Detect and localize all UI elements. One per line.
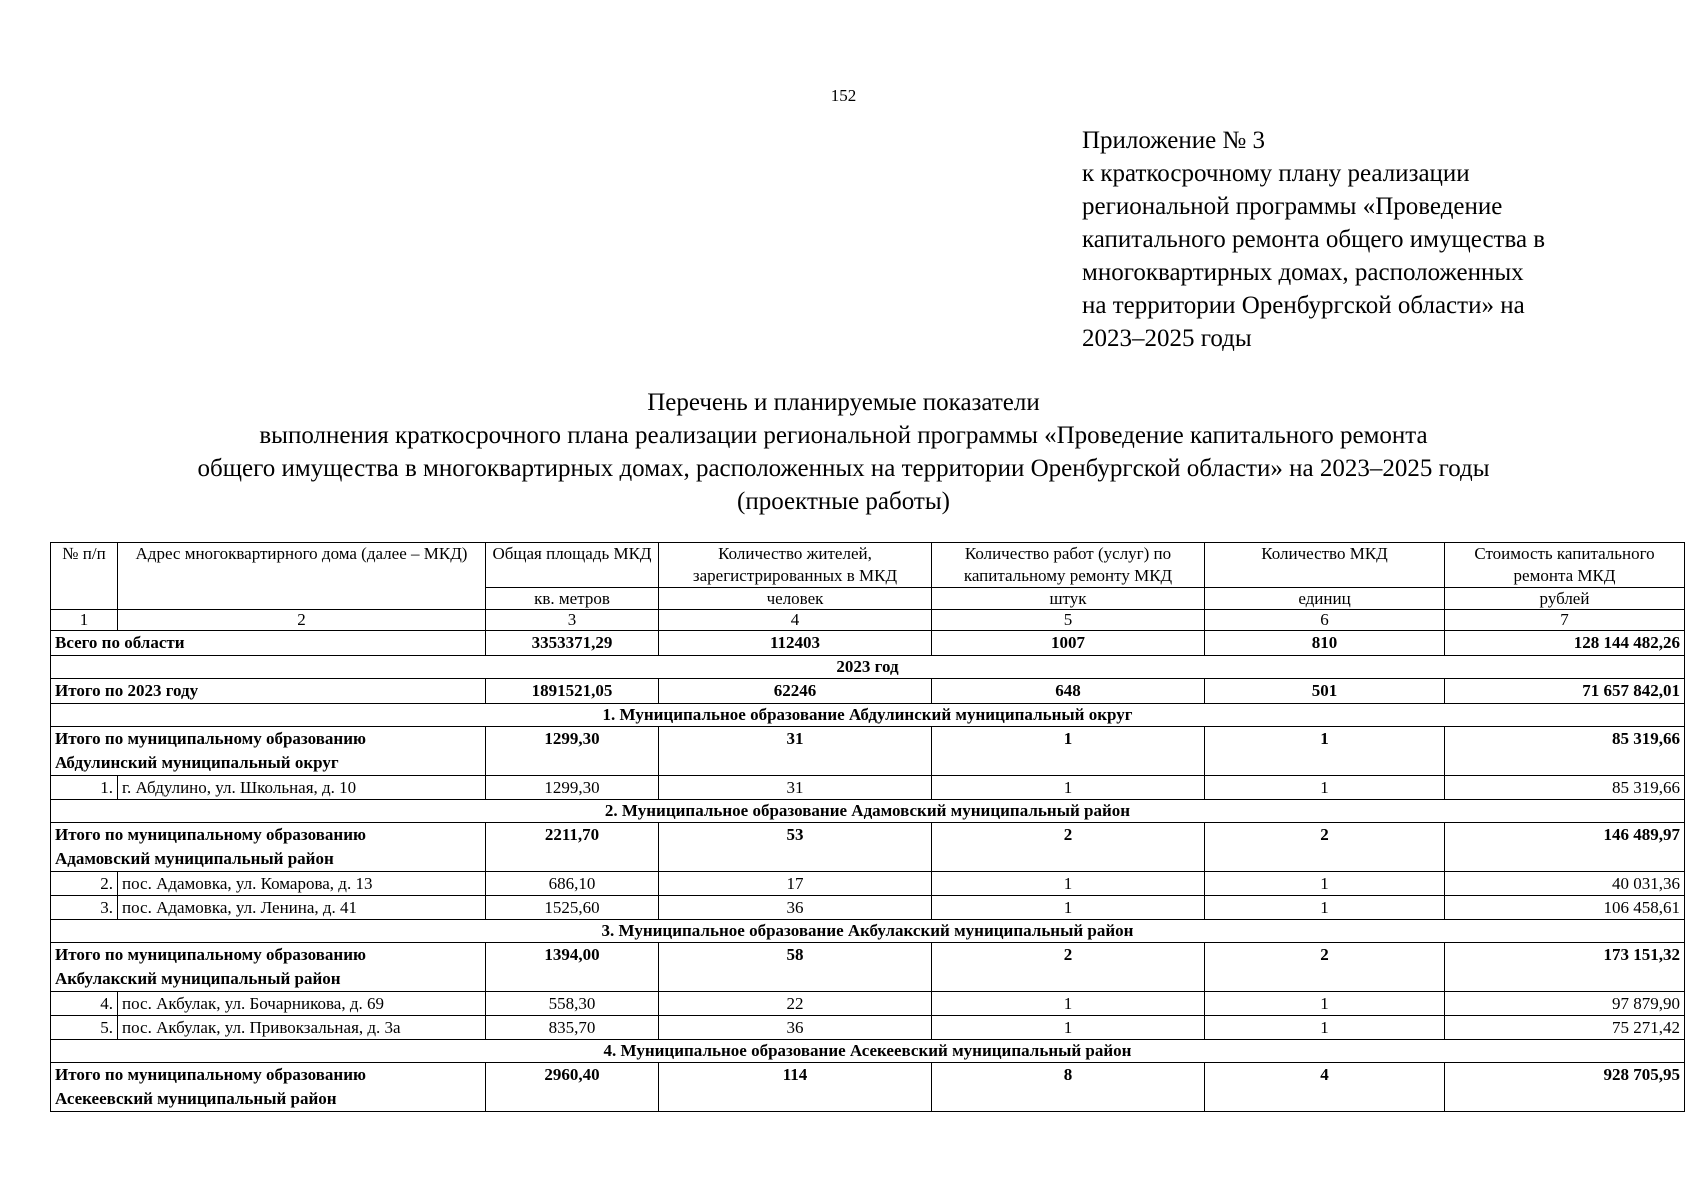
section-total-works: 2 [932,823,1205,872]
appendix-line: 2023–2025 годы [1082,325,1252,352]
section-total-residents: 58 [659,943,932,992]
row-count: 1 [1205,896,1445,920]
section-total-label-line: Итого по муниципальному образованию [55,729,366,748]
row-works: 1 [932,872,1205,896]
section-heading-row [51,800,1685,823]
header-address: Адрес многоквартирного дома (далее – МКД) [118,543,486,610]
section-total-label-line: Итого по муниципальному образованию [55,1065,366,1084]
unit-count: единиц [1205,588,1445,610]
table-row [51,776,1685,800]
section-total-row [51,943,1685,992]
grand-total-residents: 112403 [659,631,932,656]
section-title: 2. Муниципальное образование Адамовский муниципальный район [51,800,1685,823]
row-area: 835,70 [486,1016,659,1040]
row-address: пос. Акбулак, ул. Привокзальная, д. 3а [118,1016,486,1040]
row-address: пос. Адамовка, ул. Комарова, д. 13 [118,872,486,896]
header-cost: Стоимость капитального ремонта МКД [1445,543,1685,588]
unit-works: штук [932,588,1205,610]
section-title: 1. Муниципальное образование Абдулинский муниципальный округ [51,704,1685,727]
row-residents: 31 [659,776,932,800]
unit-residents: человек [659,588,932,610]
year-row [51,656,1685,679]
title-line: выполнения краткосрочного плана реализации региональной программы «Проведение капитального ремонта [259,422,1428,449]
row-cost: 85 319,66 [1445,776,1685,800]
row-area: 686,10 [486,872,659,896]
title-line: общего имущества в многоквартирных домах, расположенных на территории Оренбургской области» на 2023–2025 годы [197,455,1490,482]
row-works: 1 [932,1016,1205,1040]
row-works: 1 [932,992,1205,1016]
section-total-label-line: Адамовский муниципальный район [55,849,334,868]
section-total-row [51,1063,1685,1112]
header-works: Количество работ (услуг) по капитальному ремонту МКД [932,543,1205,588]
section-total-works: 1 [932,727,1205,776]
section-title: 4. Муниципальное образование Асекеевский муниципальный район [51,1040,1685,1063]
column-numbers-row [51,610,1685,631]
section-total-works: 8 [932,1063,1205,1112]
row-cost: 75 271,42 [1445,1016,1685,1040]
section-total-label-line: Итого по муниципальному образованию [55,945,366,964]
row-address: пос. Акбулак, ул. Бочарникова, д. 69 [118,992,486,1016]
column-number: 5 [932,610,1205,631]
section-total-count: 2 [1205,943,1445,992]
section-total-works: 2 [932,943,1205,992]
section-heading-row [51,920,1685,943]
unit-area: кв. метров [486,588,659,610]
year-total-area: 1891521,05 [486,679,659,704]
section-heading-row [51,1040,1685,1063]
section-total-count: 2 [1205,823,1445,872]
section-total-count: 1 [1205,727,1445,776]
section-total-area: 1394,00 [486,943,659,992]
header-num: № п/п [51,543,118,610]
appendix-line: Приложение № 3 [1082,127,1266,154]
section-total-area: 1299,30 [486,727,659,776]
section-total-area: 2960,40 [486,1063,659,1112]
year-total-works: 648 [932,679,1205,704]
column-number: 4 [659,610,932,631]
section-total-label-line: Акбулакский муниципальный район [55,969,341,988]
row-count: 1 [1205,1016,1445,1040]
plan-table [50,542,1685,1112]
table-row [51,896,1685,920]
section-total-residents: 53 [659,823,932,872]
section-total-cost: 928 705,95 [1445,1063,1685,1112]
unit-cost: рублей [1445,588,1685,610]
section-total-label [51,823,486,872]
section-title: 3. Муниципальное образование Акбулакский муниципальный район [51,920,1685,943]
section-total-cost: 146 489,97 [1445,823,1685,872]
row-count: 1 [1205,776,1445,800]
row-address: г. Абдулино, ул. Школьная, д. 10 [118,776,486,800]
row-number: 5. [51,1016,118,1040]
column-number: 2 [118,610,486,631]
year-total-label: Итого по 2023 году [51,679,486,704]
grand-total-label: Всего по области [51,631,486,656]
section-total-cost: 85 319,66 [1445,727,1685,776]
section-total-label-line: Итого по муниципальному образованию [55,825,366,844]
document-title [0,386,1687,518]
header-row [51,543,1685,588]
row-count: 1 [1205,992,1445,1016]
grand-total-works: 1007 [932,631,1205,656]
row-area: 1525,60 [486,896,659,920]
header-count: Количество МКД [1205,543,1445,588]
year-total-cost: 71 657 842,01 [1445,679,1685,704]
section-total-area: 2211,70 [486,823,659,872]
row-residents: 22 [659,992,932,1016]
section-total-count: 4 [1205,1063,1445,1112]
row-residents: 36 [659,896,932,920]
grand-total-cost: 128 144 482,26 [1445,631,1685,656]
row-cost: 106 458,61 [1445,896,1685,920]
section-total-residents: 114 [659,1063,932,1112]
year-total-row [51,679,1685,704]
section-total-label [51,1063,486,1112]
column-number: 6 [1205,610,1445,631]
appendix-block [1082,124,1642,355]
section-total-row [51,823,1685,872]
appendix-line: к краткосрочному плану реализации [1082,160,1470,187]
appendix-line: капитального ремонта общего имущества в [1082,226,1546,253]
page-number: 152 [830,86,857,105]
table-row [51,992,1685,1016]
grand-total-area: 3353371,29 [486,631,659,656]
row-number: 4. [51,992,118,1016]
row-number: 1. [51,776,118,800]
year-total-count: 501 [1205,679,1445,704]
grand-total-row [51,631,1685,656]
section-total-row [51,727,1685,776]
header-residents: Количество жителей, зарегистрированных в МКД [659,543,932,588]
row-works: 1 [932,776,1205,800]
row-area: 558,30 [486,992,659,1016]
section-heading-row [51,704,1685,727]
appendix-line: региональной программы «Проведение [1082,193,1503,220]
row-residents: 17 [659,872,932,896]
year-label: 2023 год [51,656,1685,679]
row-address: пос. Адамовка, ул. Ленина, д. 41 [118,896,486,920]
column-number: 3 [486,610,659,631]
row-count: 1 [1205,872,1445,896]
row-cost: 40 031,36 [1445,872,1685,896]
appendix-line: на территории Оренбургской области» на [1082,292,1525,319]
column-number: 7 [1445,610,1685,631]
section-total-label-line: Асекеевский муниципальный район [55,1089,337,1108]
row-works: 1 [932,896,1205,920]
header-area: Общая площадь МКД [486,543,659,588]
title-line: Перечень и планируемые показатели [647,389,1040,416]
row-number: 3. [51,896,118,920]
row-area: 1299,30 [486,776,659,800]
row-cost: 97 879,90 [1445,992,1685,1016]
row-residents: 36 [659,1016,932,1040]
table-row [51,1016,1685,1040]
section-total-label-line: Абдулинский муниципальный округ [55,753,339,772]
title-line: (проектные работы) [737,488,950,515]
section-total-cost: 173 151,32 [1445,943,1685,992]
column-number: 1 [51,610,118,631]
section-total-label [51,727,486,776]
year-total-residents: 62246 [659,679,932,704]
section-total-label [51,943,486,992]
appendix-line: многоквартирных домах, расположенных [1082,259,1524,286]
table-row [51,872,1685,896]
row-number: 2. [51,872,118,896]
section-total-residents: 31 [659,727,932,776]
grand-total-count: 810 [1205,631,1445,656]
